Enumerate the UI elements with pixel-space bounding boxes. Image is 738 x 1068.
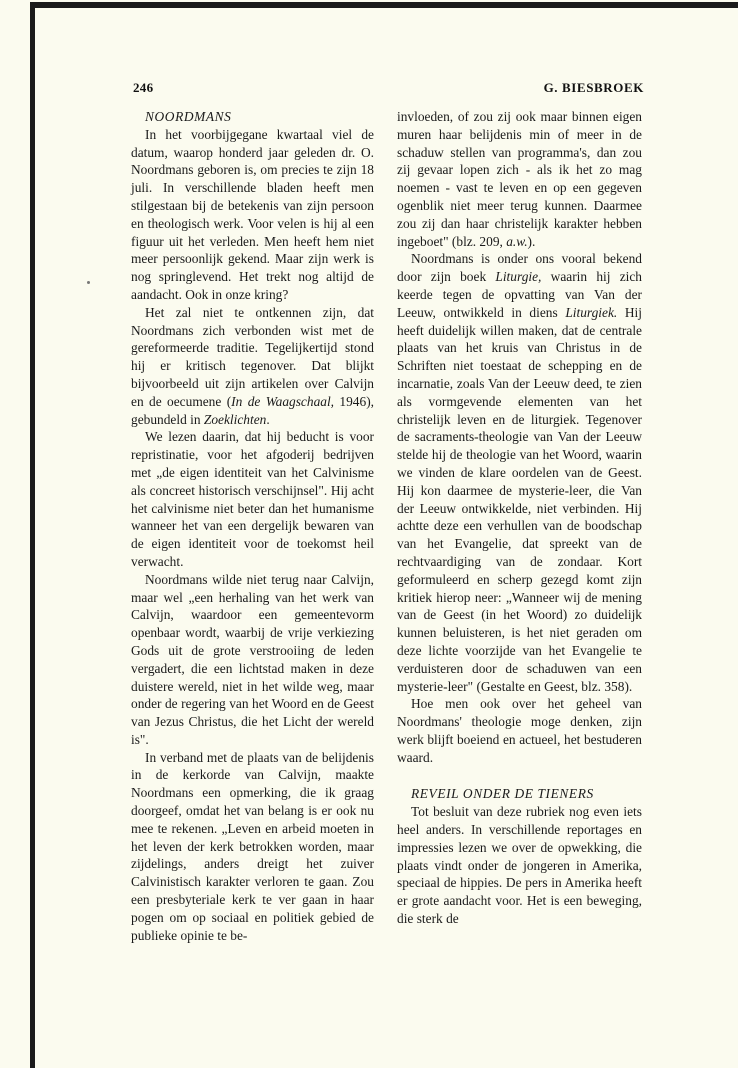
paragraph: In verband met de plaats van de belijdenis in de kerkorde van Calvijn, maakte Noordmans een opmerking, die ik graag doorgeef, omdat het van belang is er ook nu mee te rekenen. „Leven en arbeid moeten in het leven der kerk betrokken worden, maar zijdelings, anders dreigt het zuiver Calvinistisch karakter verloren te gaan. Zou een presbyteriale kerk te ver gaan in haar pogen om op sociaal en politiek gebied de publieke opinie te be- [131, 749, 374, 943]
scan-edge-top [30, 2, 738, 8]
paragraph: Tot besluit van deze rubriek nog even iets heel anders. In verschillende reportages en impressies lezen we over de opwekking, die plaats vindt onder de jongeren in Amerika, speciaal de hippies. De pers in Amerika heeft er grote aandacht voor. Het is een beweging, die sterk de [397, 804, 642, 927]
scan-speck [87, 281, 90, 284]
section-title-reveil: REVEIL ONDER DE TIENERS [411, 786, 594, 802]
running-head: G. BIESBROEK [543, 80, 644, 95]
section-title-noordmans: NOORDMANS [145, 109, 232, 124]
paragraph: Hoe men ook over het geheel van Noordmans' theologie moge denken, zijn werk blijft boeiend en actueel, het bestuderen waard. [397, 696, 642, 765]
page-number: 246 [133, 80, 154, 95]
paragraph: Het zal niet te ontkennen zijn, dat Noordmans zich verbonden wist met de gereformeerde traditie. Tegelijkertijd stond hij er kritisch tegenover. Dat blijkt bijvoorbeeld uit zijn artikelen over Calvijn en de oecumene (In de Waagschaal, 1946), gebundeld in Zoeklichten. [131, 304, 374, 427]
paragraph: Noordmans wilde niet terug naar Calvijn, maar wel „een herhaling van het werk van Calvijn, waardoor een gemeentevorm openbaar wordt, waarbij de vrije verkiezing Gods uit de grote verstrooiing de leden vergadert, die een lichtstad maken in deze duistere wereld, niet in het wilde weg, maar onder de regering van het Woord en de Geest van Jezus Christus, die het Licht der wereld is". [131, 571, 374, 747]
scan-edge-left [30, 2, 35, 1068]
paragraph: We lezen daarin, dat hij beducht is voor repristinatie, voor het afgoderij bedrijven met „de eigen identiteit van het Calvinisme als concreet historisch verschijnsel". Hij acht het calvinisme niet beter dan het humanisme wanneer het van een dergelijk bewaren van de eigen identiteit voor de toekomst heil verwacht. [131, 429, 374, 569]
right-column [397, 108, 642, 928]
left-column [131, 108, 374, 944]
paragraph: Noordmans is onder ons vooral bekend door zijn boek Liturgie, waarin hij zich keerde tegen de opvatting van Van der Leeuw, ontwikkeld in diens Liturgiek. Hij heeft duidelijk willen maken, dat de centrale plaats van het kruis van Christus in de Schriften niet toestaat de schepping en de incarnatie, zoals Van der Leeuw deed, te zien als vormgevende elementen van het christelijk leven en de liturgiek. Tegenover de sacraments-theologie van Van der Leeuw stelde hij de theologie van het Woord, waarin we vinden de klare oordelen van de Geest. Hij kon daarmee de mysterie-leer, die Van der Leeuw ontwikkelde, niet verbinden. Hij achtte deze een verhullen van de boodschap van het Evangelie, dat spreekt van de rechtvaardiging van de zondaar. Kort geformuleerd en scherp gezegd komt zijn kritiek hierop neer: „Wanneer wij de mening van de Geest (in het Woord) zo duidelijk kunnen beluisteren, is het niet geraden om deze lichte voorzijde van het Evangelie te verduisteren door de schaduwen van een mysterie-leer" (Gestalte en Geest, blz. 358). [397, 251, 642, 694]
paragraph: In het voorbijgegane kwartaal viel de datum, waarop honderd jaar geleden dr. O. Noordmans geboren is, om precies te zijn 18 juli. In verschillende bladen heeft men stilgestaan bij de betekenis van zijn persoon en theologisch werk. Voor velen is hij al een figuur uit het verleden. Men heeft hem niet meer persoonlijk gekend. Maar zijn werk is nog springlevend. Het trekt nog altijd de aandacht. Ook in onze kring? [131, 126, 374, 302]
paragraph-continued: invloeden, of zou zij ook maar binnen eigen muren haar belijdenis min of meer in de schaduw stellen van programma's, dan zou zij gevaar lopen zich - als ik het zo mag noemen - vast te leven en op een gegeven ogenblik niet meer terug kunnen. Daarmee zou zij dan haar christelijk karakter hebben ingeboet" (blz. 209, a.w.). [397, 109, 642, 249]
